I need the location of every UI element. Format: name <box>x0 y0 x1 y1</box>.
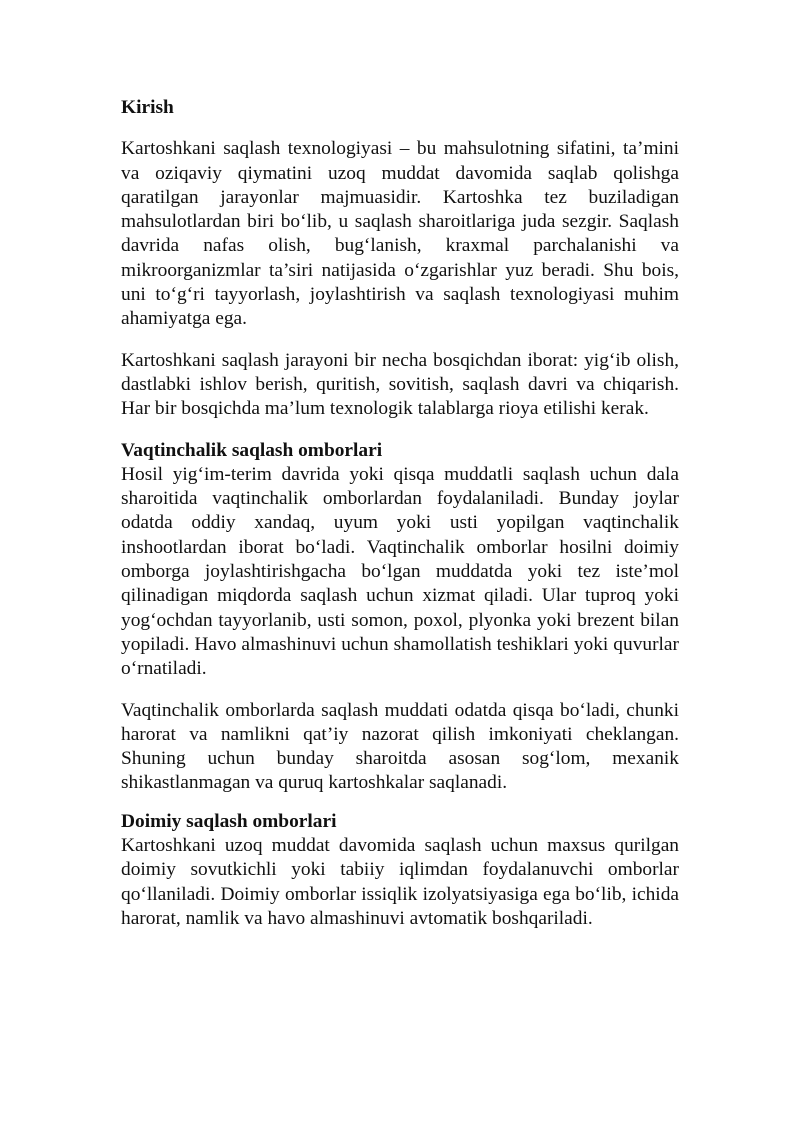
temporary-storage-paragraph-2: Vaqtinchalik omborlarda saqlash muddati odatda qisqa bo‘ladi, chunki harorat va namlikni qat’iy nazorat qilish imkoniyati cheklangan. Shuning uchun bunday sharoitda asosan sog‘lom, mexanik shikastlanmagan va quruq kartoshkalar saqlanadi. <box>121 699 679 794</box>
temporary-storage-heading: Vaqtinchalik saqlash omborlari <box>121 439 383 461</box>
temporary-storage-paragraph-1: Hosil yig‘im-terim davrida yoki qisqa muddatli saqlash uchun dala sharoitida vaqtinchalik omborlardan foydalaniladi. Bunday joylar odatda oddiy xandaq, uyum yoki usti yopilgan vaqtinchalik inshootlardan iborat bo‘ladi. Vaqtinchalik omborlar hosilni doimiy omborga joylashtirishgacha bo‘lgan muddatda yoki tez iste’mol qilinadigan miqdorda saqlash uchun xizmat qiladi. Ular tuproq yoki yog‘ochdan tayyorlanib, usti somon, poxol, plyonka yoki brezent bilan yopiladi. Havo almashinuvi uchun shamollatish teshiklari yoki quvurlar o‘rnatiladi. <box>121 463 679 680</box>
intro-paragraph-2: Kartoshkani saqlash jarayoni bir necha bosqichdan iborat: yig‘ib olish, dastlabki ishlov berish, quritish, sovitish, saqlash davri va chiqarish. Har bir bosqichda ma’lum texnologik talablarga rioya etilishi kerak. <box>121 349 679 420</box>
permanent-storage-heading: Doimiy saqlash omborlari <box>121 810 337 832</box>
document-page <box>121 96 679 931</box>
intro-heading: Kirish <box>121 97 174 118</box>
permanent-storage-paragraph-1: Kartoshkani uzoq muddat davomida saqlash uchun maxsus qurilgan doimiy sovutkichli yoki tabiiy iqlimdan foydalanuvchi omborlar qo‘llaniladi. Doimiy omborlar issiqlik izolyatsiyasiga ega bo‘lib, ichida harorat, namlik va havo almashinuvi avtomatik boshqariladi. <box>121 835 679 929</box>
intro-paragraph-1: Kartoshkani saqlash texnologiyasi – bu mahsulotning sifatini, ta’mini va oziqaviy qiymatini uzoq muddat davomida saqlab qolishga qaratilgan jarayonlar majmuasidir. Kartoshka tez buziladigan mahsulotlardan biri bo‘lib, u saqlash sharoitlariga juda sezgir. Saqlash davrida nafas olish, bug‘lanish, kraxmal parchalanishi va mikroorganizmlar ta’siri natijasida o‘zgarishlar yuz beradi. Shu bois, uni to‘g‘ri tayyorlash, joylashtirish va saqlash texnologiyasi muhim ahamiyatga ega. <box>121 138 679 330</box>
